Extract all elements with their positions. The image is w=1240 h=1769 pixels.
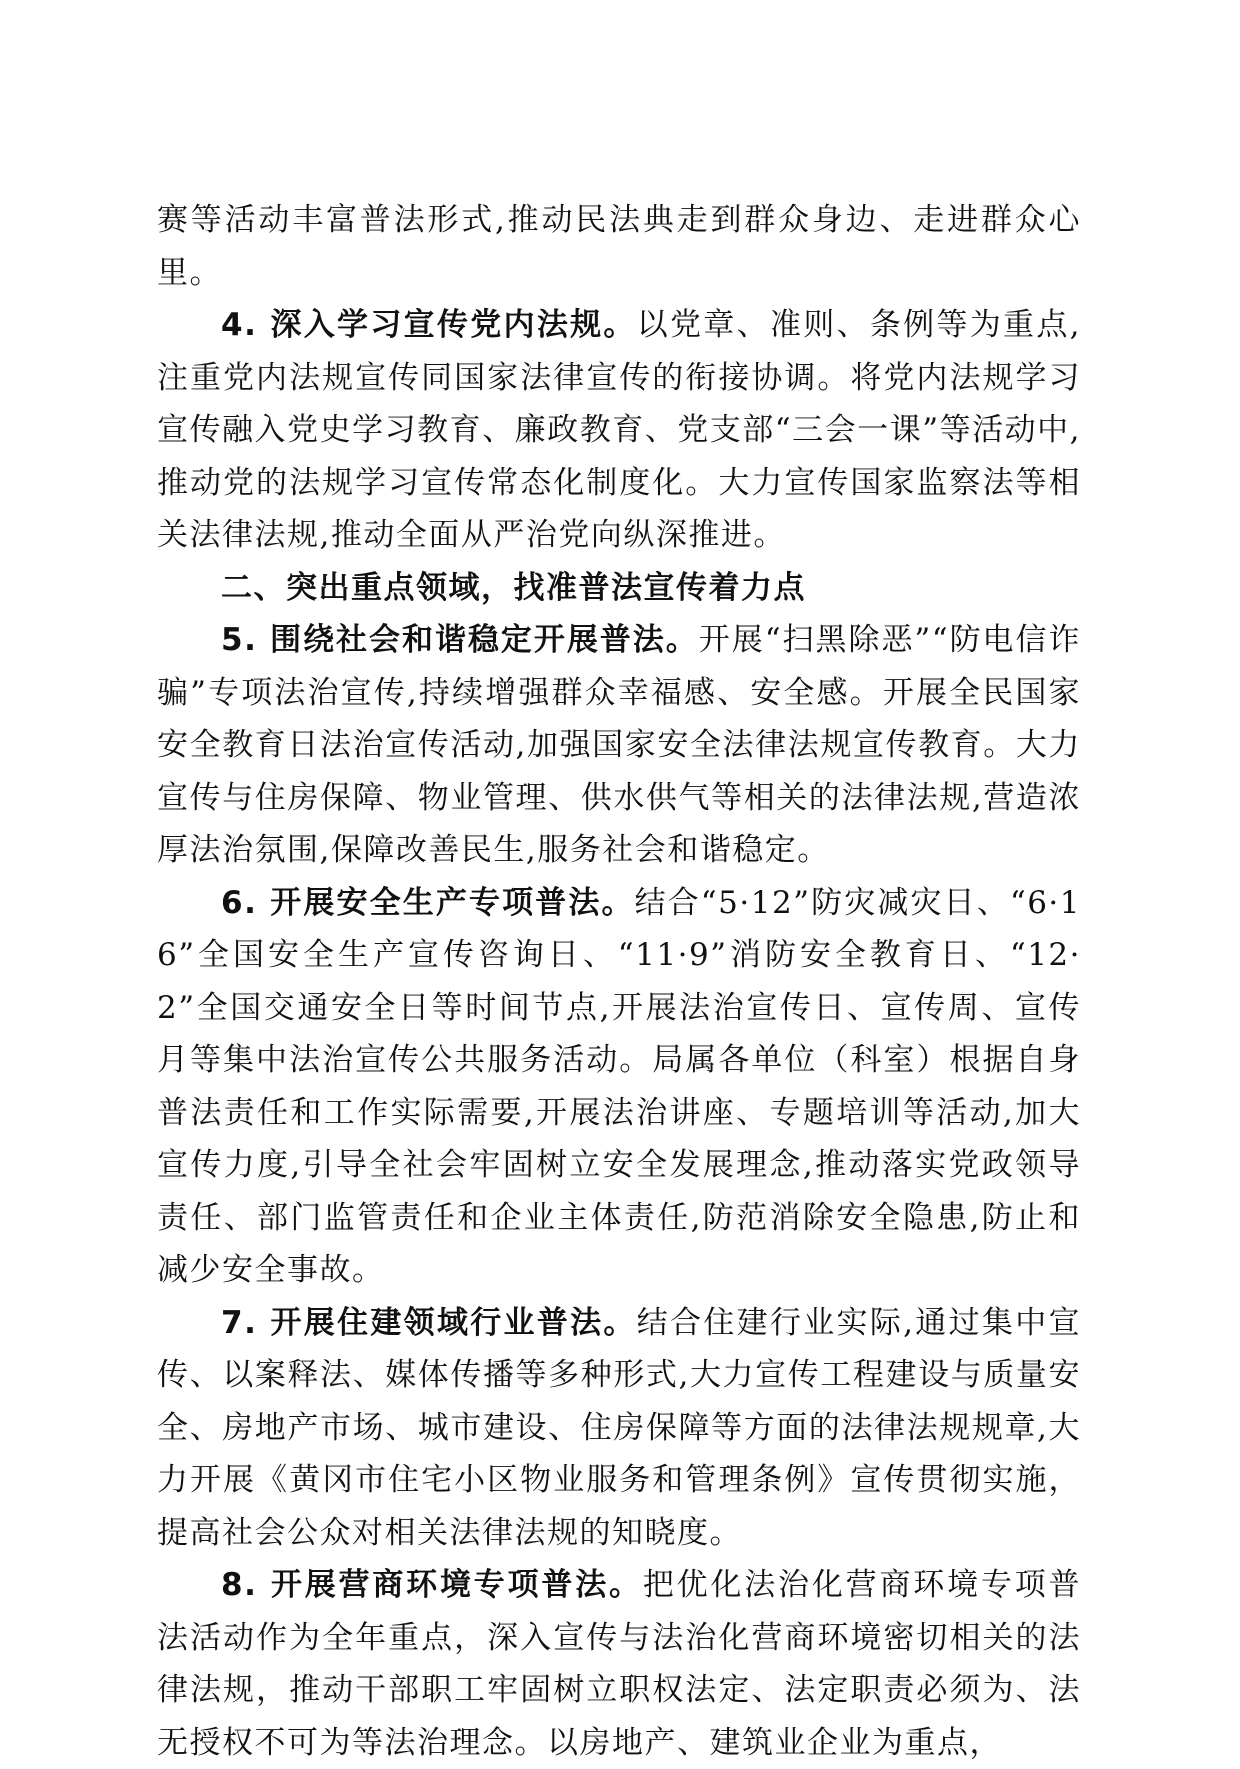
item-5-text: 开展“扫黑除恶”“防电信诈骗”专项法治宣传,持续增强群众幸福感、安全感。开展全民国家安全教育日法治宣传活动,加强国家安全法律法规宣传教育。大力宣传与住房保障、物业管理、供水供气等相关的法律法规,营造浓厚法治氛围,保障改善民生,服务社会和谐稳定。: [157, 622, 1082, 868]
item-8-paragraph: [157, 1559, 1081, 1769]
item-8-text: 把优化法治化营商环境专项普法活动作为全年重点，深入宣传与法治化营商环境密切相关的法律法规，推动干部职工牢固树立职权法定、法定职责必须为、法无授权不可为等法治理念。以房地产、建筑业企业为重点，: [157, 1567, 1082, 1761]
item-7-text: 结合住建行业实际,通过集中宣传、以案释法、媒体传播等多种形式,大力宣传工程建设与质量安全、房地产市场、城市建设、住房保障等方面的法律法规规章,大力开展《黄冈市住宅小区物业服务和管理条例》宣传贯彻实施，提高社会公众对相关法律法规的知晓度。: [157, 1304, 1082, 1551]
document-body: [157, 194, 1081, 1769]
item-4-paragraph: [157, 299, 1081, 562]
item-4-lead: 4. 深入学习宣传党内法规。: [221, 307, 637, 343]
intro-text: 赛等活动丰富普法形式,推动民法典走到群众身边、走进群众心里。: [157, 202, 1081, 291]
item-6-text: 结合“5·12”防灾减灾日、“6·16”全国安全生产宣传咨询日、“11·9”消防安全教育日、“12·2”全国交通安全日等时间节点,开展法治宣传日、宣传周、宣传月等集中法治宣传公共服务活动。局属各单位（科室）根据自身普法责任和工作实际需要,开展法治讲座、专题培训等活动,加大宣传力度,引导全社会牢固树立安全发展理念,推动落实党政领导责任、部门监管责任和企业主体责任,防范消除安全隐患,防止和减少安全事故。: [157, 884, 1081, 1288]
intro-paragraph: [157, 194, 1081, 299]
item-7-lead: 7. 开展住建领域行业普法。: [221, 1304, 637, 1341]
item-6-paragraph: [157, 877, 1081, 1297]
item-7-paragraph: [157, 1297, 1081, 1560]
item-4-text: 以党章、准则、条例等为重点,注重党内法规宣传同国家法律宣传的衔接协调。将党内法规学习宣传融入党史学习教育、廉政教育、党支部“三会一课”等活动中,推动党的法规学习宣传常态化制度化。大力宣传国家监察法等相关法律法规,推动全面从严治党向纵深推进。: [157, 307, 1082, 553]
item-5-paragraph: [157, 614, 1081, 877]
item-5-lead: 5. 围绕社会和谐稳定开展普法。: [221, 622, 699, 658]
item-8-lead: 8. 开展营商环境专项普法。: [221, 1567, 643, 1603]
item-6-lead: 6. 开展安全生产专项普法。: [221, 884, 635, 921]
section-2-heading: 二、突出重点领域，找准普法宣传着力点: [221, 569, 806, 606]
